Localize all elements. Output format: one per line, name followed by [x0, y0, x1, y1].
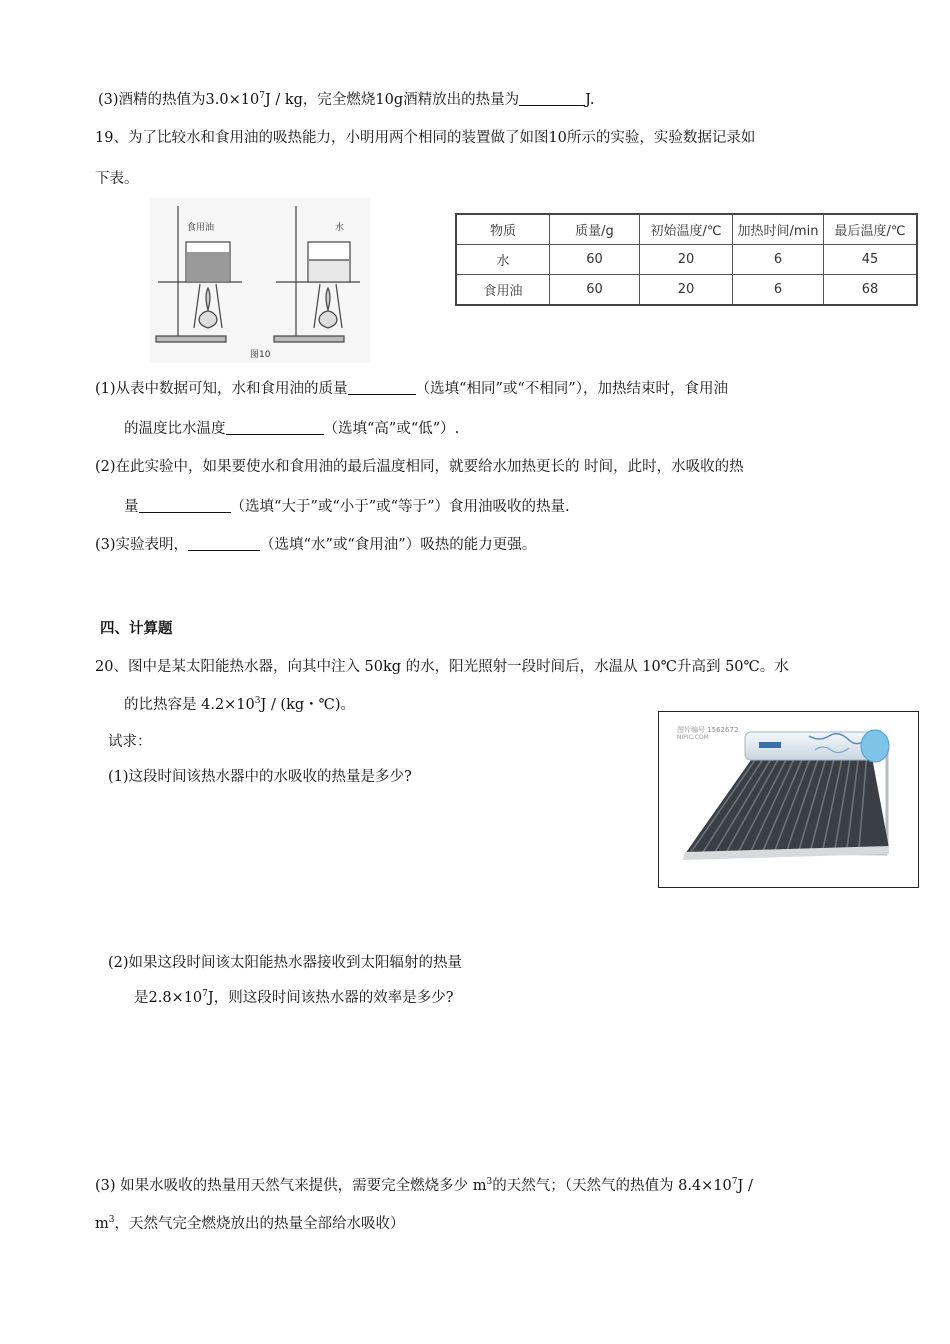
q20-stem-line2: 的比热容是 $4.2\times 10^3J / (kg$・℃)。	[124, 696, 356, 713]
table-header-cell: 加热时间/min	[733, 214, 824, 245]
answer-blank[interactable]	[348, 380, 416, 395]
table-header-cell: 最后温度/℃	[824, 214, 918, 245]
table-header-cell: 初始温度/℃	[640, 214, 733, 245]
q20-ask: 试求：	[108, 734, 152, 750]
q20-part2-line2: 是$2.8\times 10^7J$，则这段时间该热水器的效率是多少?	[134, 989, 454, 1006]
q20-stem-line1: 20、图中是某太阳能热水器，向其中注入 50kg 的水，阳光照射一段时间后，水温从 10℃升高到 50℃。水	[95, 659, 789, 675]
section-title: 四、计算题	[100, 621, 173, 637]
table-cell: 6	[733, 245, 824, 275]
table-header-row	[456, 214, 917, 245]
q20-part1: (1)这段时间该热水器中的水吸收的热量是多少?	[108, 769, 412, 785]
q19-stem-line2: 下表。	[95, 171, 139, 187]
table-cell: 食用油	[456, 275, 550, 306]
answer-blank[interactable]	[519, 91, 585, 106]
q19-stem-line1: 19、为了比较水和食用油的吸热能力，小明用两个相同的装置做了如图10所示的实验，实验数据记录如	[95, 130, 756, 146]
table-row	[456, 275, 917, 306]
photo-watermark: 图片编号 1562672	[677, 726, 739, 734]
photo-watermark-site: NIPIC.COM	[677, 734, 709, 741]
table-header-cell: 物质	[456, 214, 550, 245]
experiment-data-table	[455, 213, 918, 306]
answer-blank[interactable]	[226, 420, 324, 435]
q19-part2-line1: (2)在此实验中，如果要使水和食用油的最后温度相同，就要给水加热更长的 时间，此时，水吸收的热	[95, 459, 744, 475]
q20-part3-line2: $m^3$，天然气完全燃烧放出的热量全部给水吸收）	[95, 1215, 405, 1232]
q18-part3: (3)酒精的热值为$3.0\times 10^7J$ / kg，完全燃烧10g酒精放出的热量为 J.	[98, 91, 595, 108]
q19-part3: (3)实验表明， （选填“水”或“食用油”）吸热的能力更强。	[95, 537, 537, 553]
table-cell: 6	[733, 275, 824, 306]
table-cell: 水	[456, 245, 550, 275]
q20-part3-line1: (3) 如果水吸收的热量用天然气来提供，需要完全燃烧多少 $m^3$的天然气；（天然气的热值为 $8.4\times 10^7J$ /	[95, 1177, 753, 1194]
table-cell: 60	[550, 245, 640, 275]
answer-blank[interactable]	[188, 536, 260, 551]
table-header-cell: 质量/g	[550, 214, 640, 245]
figure-label-oil: 食用油	[187, 223, 215, 233]
table-cell: 45	[824, 245, 918, 275]
solar-water-heater-photo	[658, 711, 919, 888]
table-cell: 20	[640, 245, 733, 275]
table-cell: 68	[824, 275, 918, 306]
q19-part1-line2: 的温度比水温度 （选填“高”或“低”）.	[124, 421, 460, 437]
q19-part1-line1: (1)从表中数据可知，水和食用油的质量 （选填“相同”或“不相同”），加热结束时，食用油	[95, 381, 728, 397]
q19-part2-line2: 量 （选填“大于”或“小于”或“等于”）食用油吸收的热量.	[124, 499, 570, 515]
answer-blank[interactable]	[139, 498, 231, 513]
table-row	[456, 245, 917, 275]
figure-label-water: 水	[335, 223, 345, 233]
table-cell: 20	[640, 275, 733, 306]
figure-caption: 图10	[250, 350, 271, 360]
table-cell: 60	[550, 275, 640, 306]
q20-part2-line1: (2)如果这段时间该太阳能热水器接收到太阳辐射的热量	[108, 955, 463, 971]
